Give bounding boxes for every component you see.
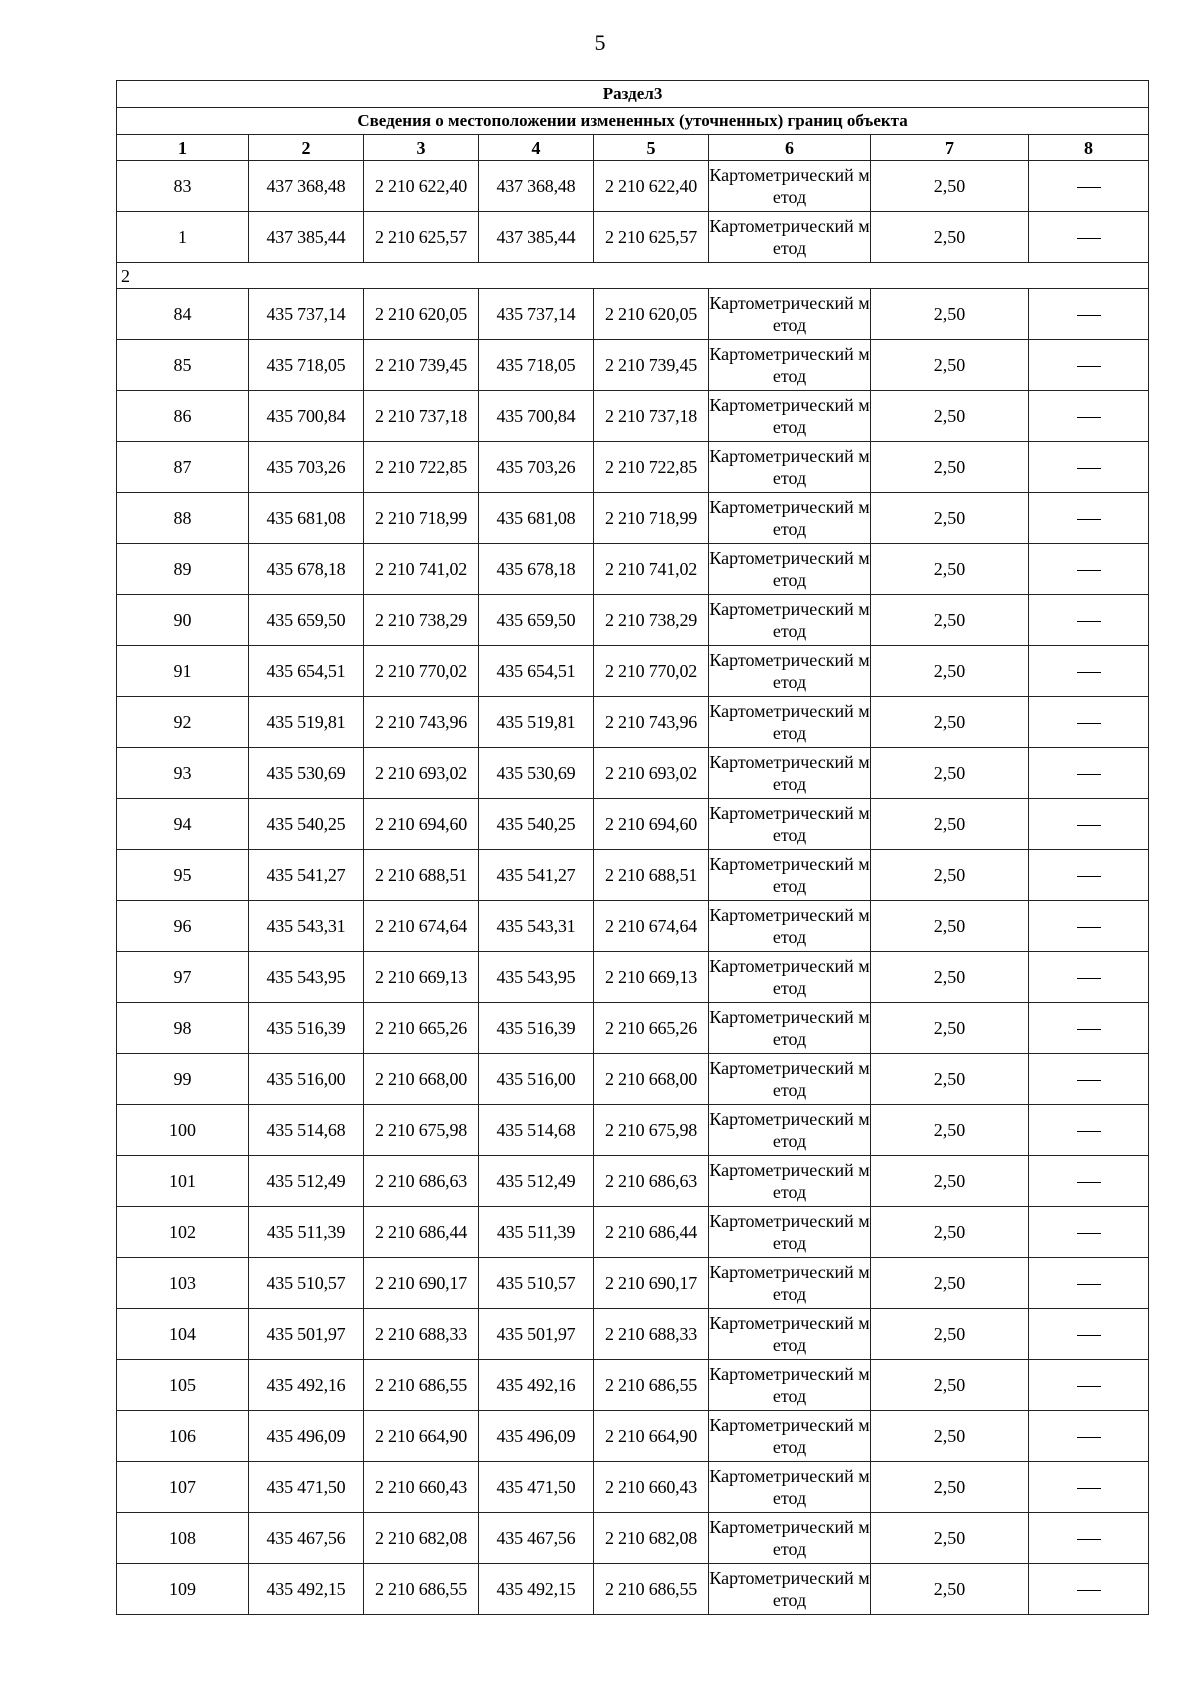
empty-dash — [1077, 187, 1101, 188]
coordinate-cell: 435 543,31 — [249, 901, 364, 952]
description-cell — [1029, 646, 1149, 697]
coordinate-cell: 2 210 625,57 — [364, 212, 479, 263]
table-row — [117, 1156, 1149, 1207]
description-cell — [1029, 1207, 1149, 1258]
point-number-cell: 86 — [117, 391, 249, 442]
accuracy-cell: 2,50 — [871, 493, 1029, 544]
table-row — [117, 1360, 1149, 1411]
coordinate-cell: 435 530,69 — [479, 748, 594, 799]
method-cell: Картометрический метод — [709, 1411, 871, 1462]
coordinate-cell: 2 210 738,29 — [594, 595, 709, 646]
empty-dash — [1077, 1233, 1101, 1234]
point-number-cell: 104 — [117, 1309, 249, 1360]
empty-dash — [1077, 1080, 1101, 1081]
coordinate-cell: 435 467,56 — [249, 1513, 364, 1564]
coordinate-cell: 2 210 668,00 — [594, 1054, 709, 1105]
contour-group-row — [117, 263, 1149, 289]
coordinate-cell: 435 512,49 — [249, 1156, 364, 1207]
table-row — [117, 646, 1149, 697]
coordinate-cell: 2 210 669,13 — [364, 952, 479, 1003]
coordinate-cell: 435 510,57 — [249, 1258, 364, 1309]
coordinate-cell: 2 210 682,08 — [364, 1513, 479, 1564]
coordinate-cell: 435 516,00 — [249, 1054, 364, 1105]
empty-dash — [1077, 366, 1101, 367]
coordinate-cell: 2 210 688,51 — [364, 850, 479, 901]
coordinate-cell: 2 210 686,55 — [594, 1360, 709, 1411]
point-number-cell: 108 — [117, 1513, 249, 1564]
coordinate-cell: 435 516,00 — [479, 1054, 594, 1105]
method-cell: Картометрический метод — [709, 1462, 871, 1513]
description-cell — [1029, 442, 1149, 493]
coordinate-cell: 2 210 688,33 — [594, 1309, 709, 1360]
page-number: 5 — [594, 30, 606, 55]
coordinate-cell: 435 541,27 — [479, 850, 594, 901]
accuracy-cell: 2,50 — [871, 1105, 1029, 1156]
coordinate-cell: 2 210 743,96 — [594, 697, 709, 748]
coordinate-cell: 2 210 675,98 — [364, 1105, 479, 1156]
table-row — [117, 544, 1149, 595]
coordinate-cell: 435 519,81 — [249, 697, 364, 748]
description-cell — [1029, 850, 1149, 901]
coordinate-cell: 435 516,39 — [249, 1003, 364, 1054]
accuracy-cell: 2,50 — [871, 1054, 1029, 1105]
coordinate-cell: 437 385,44 — [479, 212, 594, 263]
accuracy-cell: 2,50 — [871, 212, 1029, 263]
point-number-cell: 99 — [117, 1054, 249, 1105]
empty-dash — [1077, 1386, 1101, 1387]
empty-dash — [1077, 1590, 1101, 1591]
section-title-row — [117, 81, 1149, 108]
empty-dash — [1077, 1539, 1101, 1540]
method-cell: Картометрический метод — [709, 1513, 871, 1564]
coordinate-cell: 2 210 737,18 — [364, 391, 479, 442]
point-number-cell: 89 — [117, 544, 249, 595]
accuracy-cell: 2,50 — [871, 1258, 1029, 1309]
point-number-cell: 87 — [117, 442, 249, 493]
coordinate-cell: 2 210 622,40 — [364, 161, 479, 212]
coordinate-cell: 435 703,26 — [479, 442, 594, 493]
coordinate-cell: 435 703,26 — [249, 442, 364, 493]
description-cell — [1029, 340, 1149, 391]
method-cell: Картометрический метод — [709, 850, 871, 901]
table-heading-row — [117, 108, 1149, 135]
empty-dash — [1077, 1029, 1101, 1030]
coordinate-cell: 2 210 694,60 — [364, 799, 479, 850]
coordinate-cell: 2 210 694,60 — [594, 799, 709, 850]
accuracy-cell: 2,50 — [871, 1564, 1029, 1615]
coordinate-cell: 2 210 686,55 — [594, 1564, 709, 1615]
empty-dash — [1077, 238, 1101, 239]
column-number: 2 — [249, 135, 364, 161]
coordinate-cell: 435 737,14 — [249, 289, 364, 340]
table-row — [117, 595, 1149, 646]
coordinate-cell: 437 368,48 — [249, 161, 364, 212]
coordinate-cell: 435 654,51 — [479, 646, 594, 697]
method-cell: Картометрический метод — [709, 161, 871, 212]
empty-dash — [1077, 621, 1101, 622]
method-cell: Картометрический метод — [709, 1207, 871, 1258]
coordinate-cell: 435 496,09 — [249, 1411, 364, 1462]
method-cell: Картометрический метод — [709, 1309, 871, 1360]
table-row — [117, 1462, 1149, 1513]
point-number-cell: 91 — [117, 646, 249, 697]
coordinate-cell: 435 654,51 — [249, 646, 364, 697]
method-cell: Картометрический метод — [709, 1156, 871, 1207]
point-number-cell: 107 — [117, 1462, 249, 1513]
point-number-cell: 103 — [117, 1258, 249, 1309]
coordinate-cell: 2 210 770,02 — [364, 646, 479, 697]
description-cell — [1029, 697, 1149, 748]
point-number-cell: 105 — [117, 1360, 249, 1411]
point-number-cell: 90 — [117, 595, 249, 646]
table-heading: Сведения о местоположении измененных (уточненных) границ объекта — [117, 108, 1149, 135]
coordinate-cell: 2 210 622,40 — [594, 161, 709, 212]
table-row — [117, 391, 1149, 442]
coordinate-cell: 2 210 739,45 — [364, 340, 479, 391]
point-number-cell: 94 — [117, 799, 249, 850]
method-cell: Картометрический метод — [709, 1564, 871, 1615]
coordinate-cell: 2 210 739,45 — [594, 340, 709, 391]
point-number-cell: 1 — [117, 212, 249, 263]
point-number-cell: 97 — [117, 952, 249, 1003]
coordinate-cell: 435 700,84 — [479, 391, 594, 442]
method-cell: Картометрический метод — [709, 340, 871, 391]
coordinate-cell: 2 210 743,96 — [364, 697, 479, 748]
description-cell — [1029, 1564, 1149, 1615]
coordinate-cell: 435 718,05 — [479, 340, 594, 391]
coordinate-cell: 2 210 686,44 — [364, 1207, 479, 1258]
description-cell — [1029, 391, 1149, 442]
description-cell — [1029, 1513, 1149, 1564]
accuracy-cell: 2,50 — [871, 1003, 1029, 1054]
accuracy-cell: 2,50 — [871, 595, 1029, 646]
accuracy-cell: 2,50 — [871, 748, 1029, 799]
coordinate-cell: 435 501,97 — [249, 1309, 364, 1360]
table-row — [117, 952, 1149, 1003]
coordinate-cell: 435 659,50 — [479, 595, 594, 646]
coordinate-cell: 435 519,81 — [479, 697, 594, 748]
method-cell: Картометрический метод — [709, 697, 871, 748]
coordinate-cell: 2 210 674,64 — [364, 901, 479, 952]
method-cell: Картометрический метод — [709, 748, 871, 799]
coordinate-cell: 2 210 665,26 — [594, 1003, 709, 1054]
empty-dash — [1077, 1131, 1101, 1132]
table-row — [117, 340, 1149, 391]
empty-dash — [1077, 1284, 1101, 1285]
coordinate-cell: 435 737,14 — [479, 289, 594, 340]
coordinate-cell: 435 501,97 — [479, 1309, 594, 1360]
empty-dash — [1077, 315, 1101, 316]
point-number-cell: 106 — [117, 1411, 249, 1462]
column-number: 4 — [479, 135, 594, 161]
accuracy-cell: 2,50 — [871, 1309, 1029, 1360]
coordinate-cell: 435 471,50 — [249, 1462, 364, 1513]
coordinate-cell: 2 210 718,99 — [594, 493, 709, 544]
point-number-cell: 96 — [117, 901, 249, 952]
point-number-cell: 100 — [117, 1105, 249, 1156]
coordinate-cell: 2 210 738,29 — [364, 595, 479, 646]
coordinate-cell: 435 471,50 — [479, 1462, 594, 1513]
table-row — [117, 1513, 1149, 1564]
coordinate-cell: 2 210 664,90 — [594, 1411, 709, 1462]
point-number-cell: 95 — [117, 850, 249, 901]
table-row — [117, 1309, 1149, 1360]
description-cell — [1029, 161, 1149, 212]
method-cell: Картометрический метод — [709, 1105, 871, 1156]
description-cell — [1029, 212, 1149, 263]
empty-dash — [1077, 876, 1101, 877]
coordinate-cell: 435 678,18 — [249, 544, 364, 595]
point-number-cell: 98 — [117, 1003, 249, 1054]
coordinate-cell: 2 210 675,98 — [594, 1105, 709, 1156]
boundary-coordinates-table — [116, 80, 1149, 1615]
coordinate-cell: 437 385,44 — [249, 212, 364, 263]
coordinate-cell: 2 210 686,55 — [364, 1360, 479, 1411]
empty-dash — [1077, 774, 1101, 775]
coordinate-cell: 2 210 625,57 — [594, 212, 709, 263]
empty-dash — [1077, 1182, 1101, 1183]
accuracy-cell: 2,50 — [871, 340, 1029, 391]
method-cell: Картометрический метод — [709, 1054, 871, 1105]
table-row — [117, 442, 1149, 493]
section-title: Раздел3 — [117, 81, 1149, 108]
coordinate-cell: 437 368,48 — [479, 161, 594, 212]
table-row — [117, 1105, 1149, 1156]
method-cell: Картометрический метод — [709, 952, 871, 1003]
accuracy-cell: 2,50 — [871, 289, 1029, 340]
coordinate-cell: 435 512,49 — [479, 1156, 594, 1207]
coordinate-cell: 435 540,25 — [249, 799, 364, 850]
coordinate-cell: 2 210 693,02 — [594, 748, 709, 799]
coordinate-cell: 435 681,08 — [479, 493, 594, 544]
point-number-cell: 93 — [117, 748, 249, 799]
coordinate-cell: 435 516,39 — [479, 1003, 594, 1054]
table-row — [117, 1207, 1149, 1258]
coordinate-cell: 435 681,08 — [249, 493, 364, 544]
coordinate-cell: 435 541,27 — [249, 850, 364, 901]
description-cell — [1029, 1462, 1149, 1513]
coordinate-cell: 435 514,68 — [249, 1105, 364, 1156]
description-cell — [1029, 544, 1149, 595]
coordinate-cell: 2 210 741,02 — [364, 544, 479, 595]
coordinate-cell: 2 210 669,13 — [594, 952, 709, 1003]
coordinate-cell: 435 678,18 — [479, 544, 594, 595]
empty-dash — [1077, 570, 1101, 571]
description-cell — [1029, 595, 1149, 646]
point-number-cell: 101 — [117, 1156, 249, 1207]
coordinate-cell: 435 718,05 — [249, 340, 364, 391]
coordinate-cell: 435 511,39 — [479, 1207, 594, 1258]
empty-dash — [1077, 927, 1101, 928]
point-number-cell: 109 — [117, 1564, 249, 1615]
table-row — [117, 1564, 1149, 1615]
table-row — [117, 1054, 1149, 1105]
description-cell — [1029, 493, 1149, 544]
method-cell: Картометрический метод — [709, 442, 871, 493]
method-cell: Картометрический метод — [709, 799, 871, 850]
description-cell — [1029, 1411, 1149, 1462]
point-number-cell: 92 — [117, 697, 249, 748]
description-cell — [1029, 1156, 1149, 1207]
coordinate-cell: 2 210 620,05 — [594, 289, 709, 340]
description-cell — [1029, 289, 1149, 340]
table-row — [117, 493, 1149, 544]
method-cell: Картометрический метод — [709, 544, 871, 595]
method-cell: Картометрический метод — [709, 1003, 871, 1054]
accuracy-cell: 2,50 — [871, 1207, 1029, 1258]
coordinate-cell: 435 659,50 — [249, 595, 364, 646]
method-cell: Картометрический метод — [709, 212, 871, 263]
coordinate-cell: 2 210 690,17 — [594, 1258, 709, 1309]
point-number-cell: 102 — [117, 1207, 249, 1258]
method-cell: Картометрический метод — [709, 289, 871, 340]
coordinate-cell: 2 210 722,85 — [594, 442, 709, 493]
accuracy-cell: 2,50 — [871, 544, 1029, 595]
coordinate-cell: 435 543,95 — [249, 952, 364, 1003]
contour-label: 2 — [117, 263, 1149, 289]
coordinate-cell: 435 530,69 — [249, 748, 364, 799]
coordinate-cell: 2 210 693,02 — [364, 748, 479, 799]
description-cell — [1029, 748, 1149, 799]
column-number: 6 — [709, 135, 871, 161]
description-cell — [1029, 1258, 1149, 1309]
coordinate-cell: 2 210 690,17 — [364, 1258, 479, 1309]
accuracy-cell: 2,50 — [871, 161, 1029, 212]
method-cell: Картометрический метод — [709, 646, 871, 697]
coordinate-cell: 2 210 664,90 — [364, 1411, 479, 1462]
column-number: 7 — [871, 135, 1029, 161]
accuracy-cell: 2,50 — [871, 442, 1029, 493]
coordinate-cell: 2 210 665,26 — [364, 1003, 479, 1054]
coordinate-cell: 2 210 688,51 — [594, 850, 709, 901]
coordinate-cell: 435 492,15 — [249, 1564, 364, 1615]
table-row — [117, 901, 1149, 952]
table-row — [117, 1258, 1149, 1309]
coordinate-cell: 435 514,68 — [479, 1105, 594, 1156]
description-cell — [1029, 1105, 1149, 1156]
empty-dash — [1077, 1335, 1101, 1336]
coordinate-cell: 435 496,09 — [479, 1411, 594, 1462]
coordinate-cell: 2 210 686,44 — [594, 1207, 709, 1258]
coordinate-cell: 2 210 718,99 — [364, 493, 479, 544]
table-row — [117, 850, 1149, 901]
empty-dash — [1077, 468, 1101, 469]
coordinate-cell: 2 210 674,64 — [594, 901, 709, 952]
coordinate-cell: 2 210 770,02 — [594, 646, 709, 697]
coordinate-cell: 435 511,39 — [249, 1207, 364, 1258]
accuracy-cell: 2,50 — [871, 646, 1029, 697]
coordinate-cell: 2 210 686,63 — [364, 1156, 479, 1207]
description-cell — [1029, 1360, 1149, 1411]
empty-dash — [1077, 417, 1101, 418]
table-row — [117, 799, 1149, 850]
coordinate-cell: 435 467,56 — [479, 1513, 594, 1564]
table-row — [117, 289, 1149, 340]
column-number: 3 — [364, 135, 479, 161]
point-number-cell: 88 — [117, 493, 249, 544]
column-number-row — [117, 135, 1149, 161]
empty-dash — [1077, 825, 1101, 826]
description-cell — [1029, 1003, 1149, 1054]
table-row — [117, 697, 1149, 748]
column-number: 1 — [117, 135, 249, 161]
method-cell: Картометрический метод — [709, 493, 871, 544]
accuracy-cell: 2,50 — [871, 952, 1029, 1003]
method-cell: Картометрический метод — [709, 1360, 871, 1411]
accuracy-cell: 2,50 — [871, 1411, 1029, 1462]
accuracy-cell: 2,50 — [871, 850, 1029, 901]
coordinate-cell: 2 210 682,08 — [594, 1513, 709, 1564]
coordinate-cell: 2 210 688,33 — [364, 1309, 479, 1360]
accuracy-cell: 2,50 — [871, 391, 1029, 442]
coordinate-cell: 435 700,84 — [249, 391, 364, 442]
empty-dash — [1077, 1488, 1101, 1489]
coordinate-cell: 435 510,57 — [479, 1258, 594, 1309]
coordinate-cell: 435 540,25 — [479, 799, 594, 850]
column-number: 5 — [594, 135, 709, 161]
coordinate-cell: 2 210 686,55 — [364, 1564, 479, 1615]
coordinate-cell: 2 210 660,43 — [594, 1462, 709, 1513]
coordinate-cell: 2 210 722,85 — [364, 442, 479, 493]
accuracy-cell: 2,50 — [871, 901, 1029, 952]
coordinate-cell: 435 492,16 — [479, 1360, 594, 1411]
coordinate-cell: 2 210 737,18 — [594, 391, 709, 442]
point-number-cell: 83 — [117, 161, 249, 212]
coordinate-cell: 2 210 668,00 — [364, 1054, 479, 1105]
empty-dash — [1077, 978, 1101, 979]
description-cell — [1029, 1309, 1149, 1360]
description-cell — [1029, 799, 1149, 850]
description-cell — [1029, 1054, 1149, 1105]
point-number-cell: 84 — [117, 289, 249, 340]
coordinate-cell: 2 210 660,43 — [364, 1462, 479, 1513]
empty-dash — [1077, 723, 1101, 724]
empty-dash — [1077, 519, 1101, 520]
coordinate-cell: 2 210 686,63 — [594, 1156, 709, 1207]
accuracy-cell: 2,50 — [871, 1156, 1029, 1207]
coordinate-cell: 435 543,31 — [479, 901, 594, 952]
empty-dash — [1077, 672, 1101, 673]
column-number: 8 — [1029, 135, 1149, 161]
accuracy-cell: 2,50 — [871, 1513, 1029, 1564]
table-row — [117, 161, 1149, 212]
method-cell: Картометрический метод — [709, 901, 871, 952]
coordinate-cell: 435 543,95 — [479, 952, 594, 1003]
table-row — [117, 748, 1149, 799]
method-cell: Картометрический метод — [709, 391, 871, 442]
description-cell — [1029, 952, 1149, 1003]
point-number-cell: 85 — [117, 340, 249, 391]
method-cell: Картометрический метод — [709, 595, 871, 646]
accuracy-cell: 2,50 — [871, 1462, 1029, 1513]
table-row — [117, 1003, 1149, 1054]
empty-dash — [1077, 1437, 1101, 1438]
coordinate-cell: 2 210 741,02 — [594, 544, 709, 595]
accuracy-cell: 2,50 — [871, 799, 1029, 850]
method-cell: Картометрический метод — [709, 1258, 871, 1309]
table-row — [117, 212, 1149, 263]
coordinate-cell: 435 492,15 — [479, 1564, 594, 1615]
coordinate-cell: 435 492,16 — [249, 1360, 364, 1411]
table-row — [117, 1411, 1149, 1462]
accuracy-cell: 2,50 — [871, 697, 1029, 748]
description-cell — [1029, 901, 1149, 952]
accuracy-cell: 2,50 — [871, 1360, 1029, 1411]
coordinate-cell: 2 210 620,05 — [364, 289, 479, 340]
